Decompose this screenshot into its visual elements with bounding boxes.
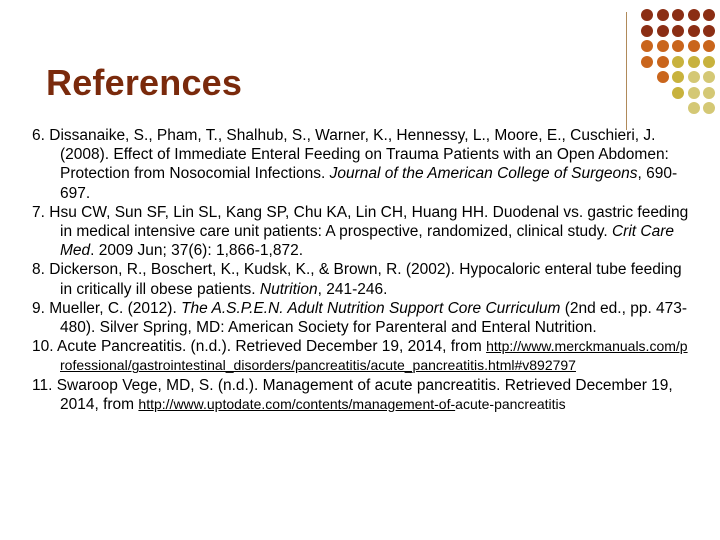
decorative-dot [672, 40, 684, 52]
reference-item: 9. Mueller, C. (2012). The A.S.P.E.N. Adult Nutrition Support Core Curriculum (2nd ed., pp. 473-480). Silver Spring, MD: American Society for Parenteral and Enteral Nutrition. [32, 299, 688, 337]
decorative-dot [672, 9, 684, 21]
reference-item: 7. Hsu CW, Sun SF, Lin SL, Kang SP, Chu KA, Lin CH, Huang HH. Duodenal vs. gastric feeding in medical intensive care unit patients: A prospective, randomized, clinical study. Crit Care Med. 2009 Jun; 37(6): 1,866-1,872. [32, 203, 689, 260]
decorative-dot [641, 9, 653, 21]
decorative-dot [703, 9, 715, 21]
decorative-dot-grid [641, 9, 719, 119]
decorative-dot [688, 71, 700, 83]
reference-link[interactable]: http://www.merckmanuals.com/professional/gastrointestinal_disorders/pancreatitis/acute_pancreatitis.html#v892797 [60, 338, 688, 374]
decorative-dot [672, 25, 684, 37]
decorative-dot [688, 56, 700, 68]
decorative-dot [672, 56, 684, 68]
decorative-dot [688, 25, 700, 37]
page-title: References [46, 62, 243, 103]
reference-item: 10. Acute Pancreatitis. (n.d.). Retrieved December 19, 2014, from http://www.merckmanuals.com/professional/gastrointestinal_disorders/pancreatitis/acute_pancreatitis.html#v892797 [32, 338, 688, 374]
decorative-dot [688, 9, 700, 21]
decorative-dot [657, 25, 669, 37]
decorative-dot [703, 25, 715, 37]
decorative-dot [688, 40, 700, 52]
decorative-dot [703, 87, 715, 99]
decorative-dot [703, 71, 715, 83]
reference-item: 8. Dickerson, R., Boschert, K., Kudsk, K., & Brown, R. (2002). Hypocaloric enteral tube feeding in critically ill obese patients. Nutrition, 241-246. [32, 261, 682, 298]
decorative-dot [657, 56, 669, 68]
decorative-dot [688, 102, 700, 114]
reference-link[interactable]: http://www.uptodate.com/contents/management-of- [138, 395, 456, 412]
decorative-dot [703, 102, 715, 114]
decorative-dot [657, 40, 669, 52]
decorative-dot [641, 25, 653, 37]
decorative-dot [672, 87, 684, 99]
decorative-dot [703, 56, 715, 68]
decorative-dot [688, 87, 700, 99]
reference-item: 11. Swaroop Vege, MD, S. (n.d.). Management of acute pancreatitis. Retrieved December 19, 2014, from http://www.uptodate.com/contents/management-of-acute-pancreatitis [32, 376, 673, 413]
decorative-dot [657, 71, 669, 83]
decorative-dot [672, 71, 684, 83]
reference-list [32, 126, 692, 414]
reference-item: 6. Dissanaike, S., Pham, T., Shalhub, S., Warner, K., Hennessy, L., Moore, E., Cuschieri, J. (2008). Effect of Immediate Enteral Feeding on Trauma Patients with an Open Abdomen: Protection from Nosocomial Infections. Journal of the American College of Surgeons, 690-697. [32, 127, 678, 202]
decorative-dot [703, 40, 715, 52]
decorative-dot [641, 40, 653, 52]
divider-line [626, 12, 627, 130]
decorative-dot [641, 56, 653, 68]
decorative-dot [657, 9, 669, 21]
